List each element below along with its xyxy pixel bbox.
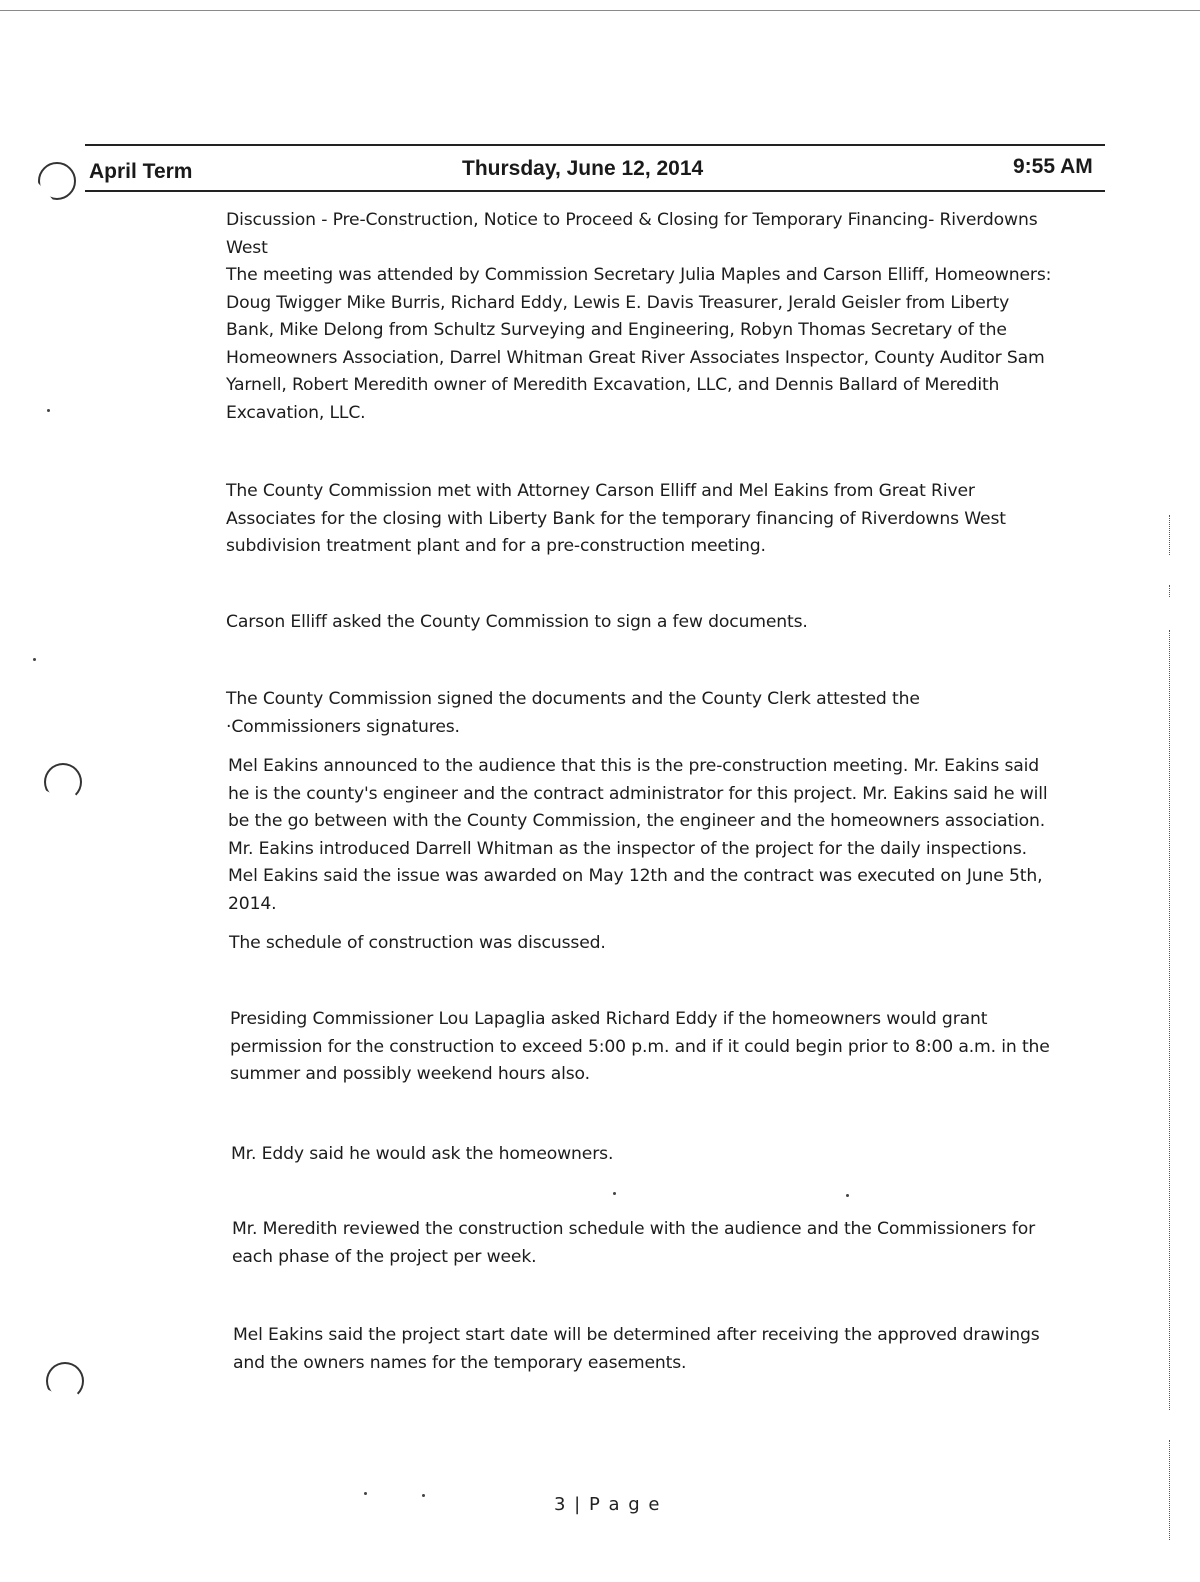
scan-speck [364, 1492, 367, 1495]
closing-paragraph: The County Commission met with Attorney Carson Elliff and Mel Eakins from Great River Associates for the closing with Liberty Bank for the temporary financing of Riverdowns West subdivision treatment plant and for a pre-construction meeting. [226, 481, 1006, 556]
scan-margin-dots [1169, 1440, 1170, 1540]
start-date-paragraph: Mel Eakins said the project start date will be determined after receiving the approved drawings and the owners names for the temporary easements. [233, 1325, 1040, 1373]
scan-speck [613, 1192, 616, 1195]
attendance-paragraph: The meeting was attended by Commission Secretary Julia Maples and Carson Elliff, Homeowners: Doug Twigger Mike Burris, Richard Eddy, Lewis E. Davis Treasurer, Jerald Geisler from Liberty Bank, Mike Delong from Schultz Surveying and Engineering, Robyn Thomas Secretary of the Homeowners Association, Darrel Whitman Great River Associates Inspector, County Auditor Sam Yarnell, Robert Meredith owner of Meredith Excavation, LLC, and Dennis Ballard of Meredith Excavation, LLC. [226, 265, 1052, 423]
scan-speck [422, 1494, 425, 1497]
punch-hole-bottom [46, 1362, 84, 1400]
schedule-discussed-paragraph: The schedule of construction was discussed. [229, 933, 606, 953]
scan-speck [33, 658, 36, 661]
eakins-announcement-paragraph: Mel Eakins announced to the audience that this is the pre-construction meeting. Mr. Eakins said he is the county's engineer and the contract administrator for this project. Mr. Eakins said he will be the go between with the County Commission, the engineer and the homeowners association. Mr. Eakins introduced Darrell Whitman as the inspector of the project for the daily inspections. Mel Eakins said the issue was awarded on May 12th and the contract was executed on June 5th, 2014. [228, 756, 1048, 914]
scan-margin-dots [1169, 630, 1170, 1410]
meredith-review-paragraph: Mr. Meredith reviewed the construction schedule with the audience and the Commissioners for each phase of the project per week. [232, 1219, 1036, 1267]
punch-hole-middle [44, 763, 82, 801]
scan-margin-dots [1169, 515, 1170, 555]
scan-speck [846, 1194, 849, 1197]
discussion-title: Discussion - Pre-Construction, Notice to Proceed & Closing for Temporary Financing- Riverdowns West [226, 210, 1038, 258]
header-rule-top [85, 144, 1105, 146]
lapaglia-question-paragraph: Presiding Commissioner Lou Lapaglia asked Richard Eddy if the homeowners would grant permission for the construction to exceed 5:00 p.m. and if it could begin prior to 8:00 a.m. in the summer and possibly weekend hours also. [230, 1009, 1050, 1084]
header-rule-bottom [85, 190, 1105, 192]
page-number: 3 | P a g e [554, 1494, 662, 1515]
header-date: Thursday, June 12, 2014 [462, 157, 704, 180]
scan-speck [47, 409, 50, 412]
header-term: April Term [89, 160, 193, 183]
punch-hole-top [38, 162, 76, 200]
scan-top-edge [0, 10, 1200, 11]
sign-request-paragraph: Carson Elliff asked the County Commission to sign a few documents. [226, 612, 808, 632]
eddy-reply-paragraph: Mr. Eddy said he would ask the homeowners. [231, 1144, 614, 1164]
header-time: 9:55 AM [1013, 155, 1093, 178]
scan-margin-dots [1169, 585, 1170, 597]
documents-signed-paragraph: The County Commission signed the documents and the County Clerk attested the ·Commissioners signatures. [226, 689, 920, 737]
